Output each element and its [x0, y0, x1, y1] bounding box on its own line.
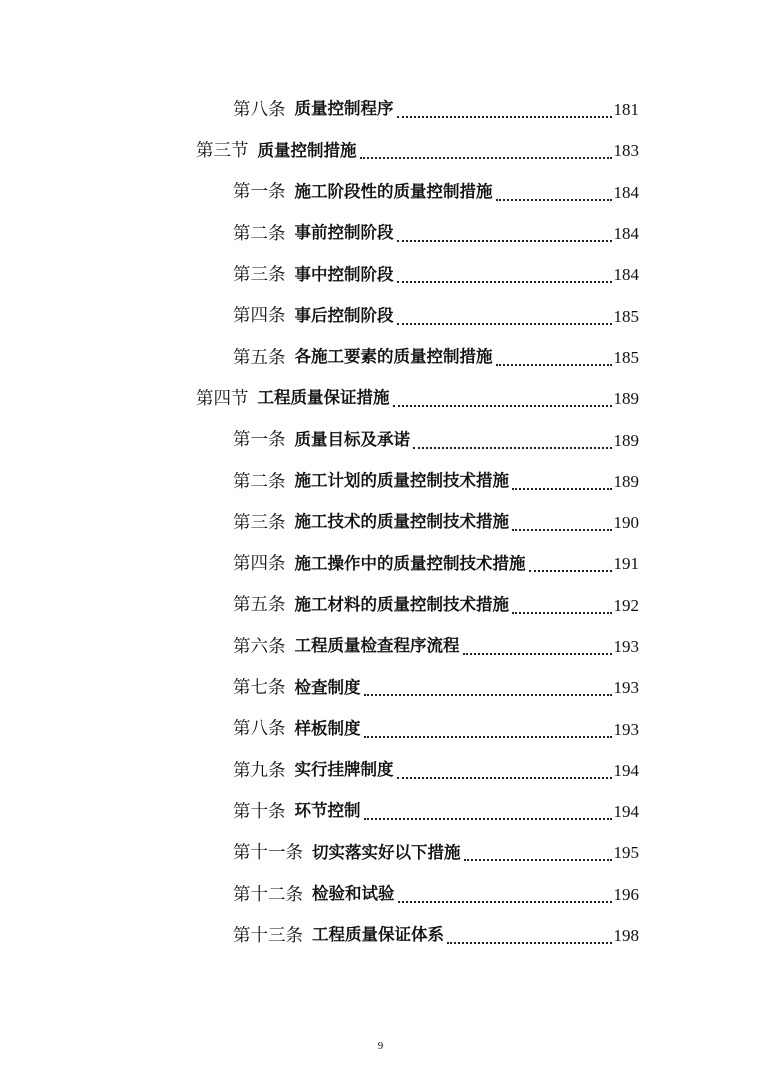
dot-leader	[512, 487, 612, 490]
toc-entry-title: 样板制度	[294, 718, 361, 738]
toc-entry-page: 184	[613, 182, 639, 202]
toc-entry-title: 实行挂牌制度	[294, 760, 394, 780]
toc-article-entry[interactable]	[0, 750, 761, 791]
toc-article-entry[interactable]	[0, 461, 761, 502]
toc-entry-title: 工程质量保证措施	[257, 388, 390, 408]
toc-entry-page: 190	[613, 513, 639, 533]
toc-entry-title: 质量目标及承诺	[294, 429, 410, 449]
toc-entry-page: 189	[613, 471, 639, 491]
dot-leader	[397, 776, 612, 779]
toc-entry-number: 第四节	[196, 387, 249, 408]
toc-entry-page: 193	[613, 719, 639, 739]
dot-leader	[360, 156, 612, 159]
dot-leader	[393, 404, 612, 407]
toc-entry-title: 质量控制程序	[294, 99, 394, 119]
toc-entry-page: 195	[613, 843, 639, 863]
toc-article-entry[interactable]	[0, 254, 761, 295]
toc-entry-title: 施工操作中的质量控制技术措施	[294, 553, 526, 573]
toc-article-entry[interactable]	[0, 172, 761, 213]
dot-leader	[364, 693, 612, 696]
toc-entry-title: 施工技术的质量控制技术措施	[294, 512, 509, 532]
toc-article-entry[interactable]	[0, 502, 761, 543]
toc-entry-title: 施工计划的质量控制技术措施	[294, 471, 509, 491]
toc-entry-title: 切实落实好以下措施	[312, 842, 461, 862]
toc-entry-number: 第三条	[233, 511, 286, 532]
toc-entry-number: 第四条	[233, 305, 286, 326]
dot-leader	[413, 446, 612, 449]
toc-entry-title: 工程质量保证体系	[312, 925, 444, 945]
toc-entry-page: 194	[613, 802, 639, 822]
toc-entry-number: 第四条	[233, 553, 286, 574]
dot-leader	[464, 858, 612, 861]
dot-leader	[397, 239, 612, 242]
table-of-contents	[0, 89, 761, 956]
toc-article-entry[interactable]	[0, 337, 761, 378]
toc-entry-title: 各施工要素的质量控制措施	[294, 347, 493, 367]
toc-entry-page: 184	[613, 224, 639, 244]
dot-leader	[398, 900, 612, 903]
toc-article-entry[interactable]	[0, 626, 761, 667]
toc-article-entry[interactable]	[0, 791, 761, 832]
toc-entry-page: 183	[613, 141, 639, 161]
toc-article-entry[interactable]	[0, 915, 761, 956]
dot-leader	[397, 280, 612, 283]
toc-entry-page: 198	[613, 926, 639, 946]
toc-article-entry[interactable]	[0, 419, 761, 460]
toc-entry-number: 第六条	[233, 635, 286, 656]
toc-entry-number: 第十条	[233, 800, 286, 821]
toc-entry-page: 191	[613, 554, 639, 574]
toc-entry-title: 事中控制阶段	[294, 264, 394, 284]
toc-entry-page: 192	[613, 595, 639, 615]
toc-entry-title: 检验和试验	[312, 884, 395, 904]
dot-leader	[496, 198, 612, 201]
toc-entry-page: 193	[613, 637, 639, 656]
toc-entry-title: 工程质量检查程序流程	[294, 636, 460, 656]
toc-entry-number: 第十三条	[233, 924, 303, 945]
toc-entry-page: 193	[613, 678, 639, 698]
toc-article-entry[interactable]	[0, 667, 761, 708]
toc-entry-number: 第一条	[233, 181, 286, 202]
toc-entry-number: 第九条	[233, 759, 286, 780]
toc-entry-title: 环节控制	[294, 801, 361, 821]
toc-entry-number: 第三条	[233, 264, 286, 285]
toc-entry-number: 第二条	[233, 470, 286, 491]
toc-entry-title: 事前控制阶段	[294, 223, 394, 243]
dot-leader	[463, 652, 612, 655]
toc-entry-page: 189	[613, 430, 639, 450]
toc-entry-number: 第二条	[233, 222, 286, 243]
toc-article-entry[interactable]	[0, 832, 761, 873]
toc-entry-page: 194	[613, 760, 639, 780]
toc-article-entry[interactable]	[0, 89, 761, 130]
toc-entry-page: 185	[613, 347, 639, 367]
toc-article-entry[interactable]	[0, 874, 761, 915]
toc-entry-number: 第五条	[233, 346, 286, 367]
toc-entry-page: 181	[613, 100, 639, 120]
dot-leader	[447, 941, 612, 944]
toc-entry-number: 第八条	[233, 98, 286, 119]
toc-article-entry[interactable]	[0, 543, 761, 584]
toc-entry-number: 第一条	[233, 429, 286, 450]
toc-entry-number: 第七条	[233, 677, 286, 698]
toc-entry-number: 第三节	[196, 140, 249, 161]
dot-leader	[496, 363, 612, 366]
toc-entry-title: 施工材料的质量控制技术措施	[294, 594, 509, 614]
toc-entry-page: 185	[613, 306, 639, 326]
toc-article-entry[interactable]	[0, 213, 761, 254]
dot-leader	[397, 115, 612, 118]
toc-article-entry[interactable]	[0, 295, 761, 336]
toc-entry-number: 第十一条	[233, 842, 303, 863]
toc-entry-title: 施工阶段性的质量控制措施	[294, 181, 493, 201]
toc-entry-page: 196	[613, 884, 639, 904]
dot-leader	[512, 611, 612, 614]
toc-article-entry[interactable]	[0, 585, 761, 626]
dot-leader	[529, 569, 612, 572]
toc-entry-title: 质量控制措施	[257, 140, 357, 160]
toc-entry-title: 检查制度	[294, 677, 361, 697]
dot-leader	[397, 322, 612, 325]
toc-section-entry[interactable]	[0, 378, 761, 419]
toc-entry-number: 第五条	[233, 594, 286, 615]
toc-entry-number: 第八条	[233, 718, 286, 739]
toc-entry-number: 第十二条	[233, 883, 303, 904]
toc-entry-page: 189	[613, 389, 639, 409]
dot-leader	[512, 528, 612, 531]
toc-section-entry[interactable]	[0, 130, 761, 171]
dot-leader	[364, 817, 612, 820]
toc-article-entry[interactable]	[0, 708, 761, 749]
page-number: 9	[377, 1040, 384, 1052]
toc-entry-title: 事后控制阶段	[294, 305, 394, 325]
dot-leader	[364, 735, 612, 738]
toc-entry-page: 184	[613, 265, 639, 285]
